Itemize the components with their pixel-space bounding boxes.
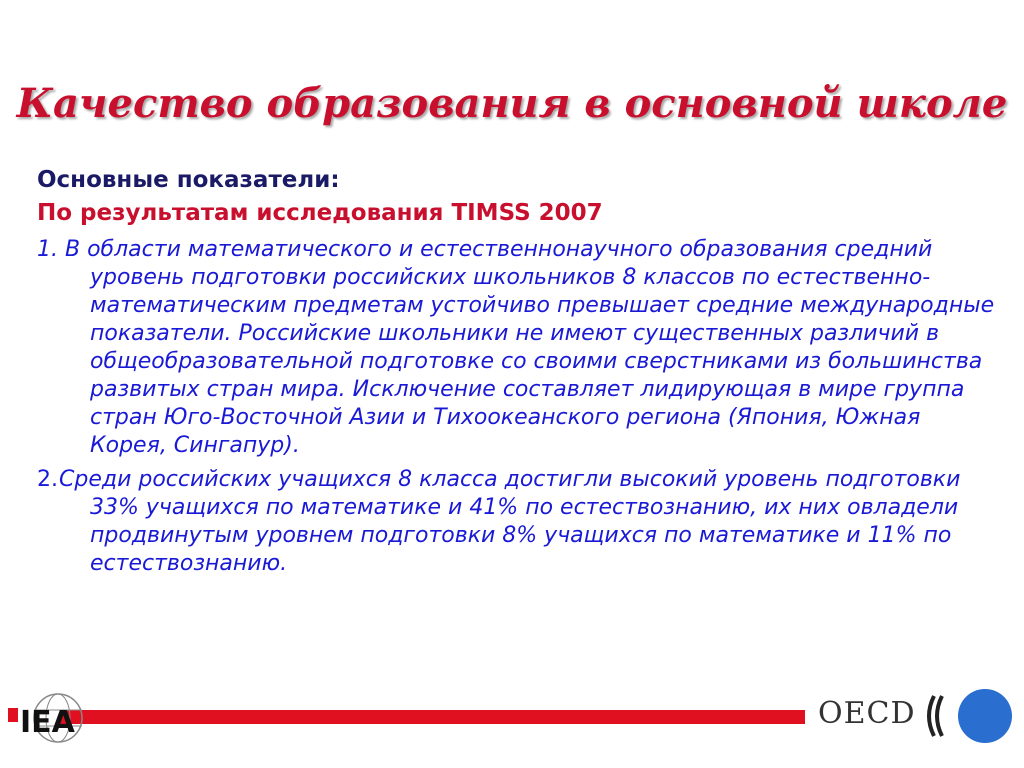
list-item-text: Среди российских учащихся 8 класса достигли высокий уровень подготовки 33% учащихся по математике и 41% по естествознанию, их них овладели продвинутым уровнем подготовки 8% учащихся по математике и 11% по естествознанию.	[59, 467, 961, 576]
iea-logo-text: IEA	[20, 705, 75, 740]
list-item-text: В области математического и естественнонаучного образования средний уровень подготовки российских школьников 8 классов по естественно-математическим предметам устойчиво превышает средние международные показатели. Российские школьники не имеют существенных различий в общеобразовательной подготовке со своими сверстниками из большинства развитых стран мира. Исключение составляет лидирующая в мире группа стран Юго-Восточной Азии и Тихоокеанского региона (Япония, Южная Корея, Сингапур).	[65, 237, 995, 458]
list-item-number: 2.	[37, 467, 58, 492]
list-item	[37, 466, 997, 578]
footer	[0, 680, 1024, 760]
oecd-logo	[920, 684, 1020, 754]
subtitle-timss: По результатам исследования TIMSS 2007	[37, 200, 603, 226]
list-item-number: 1.	[37, 237, 58, 262]
iea-logo-icon	[8, 688, 98, 748]
slide-content	[37, 164, 997, 582]
footer-red-bar	[60, 710, 805, 724]
list-item	[37, 236, 997, 460]
slide-title: Качество образования в основной школе	[16, 80, 1008, 127]
oecd-text: OECD	[818, 696, 916, 731]
oecd-logo-icon	[920, 684, 1020, 754]
subtitle-indicators: Основные показатели:	[37, 167, 340, 193]
iea-logo	[8, 688, 98, 748]
